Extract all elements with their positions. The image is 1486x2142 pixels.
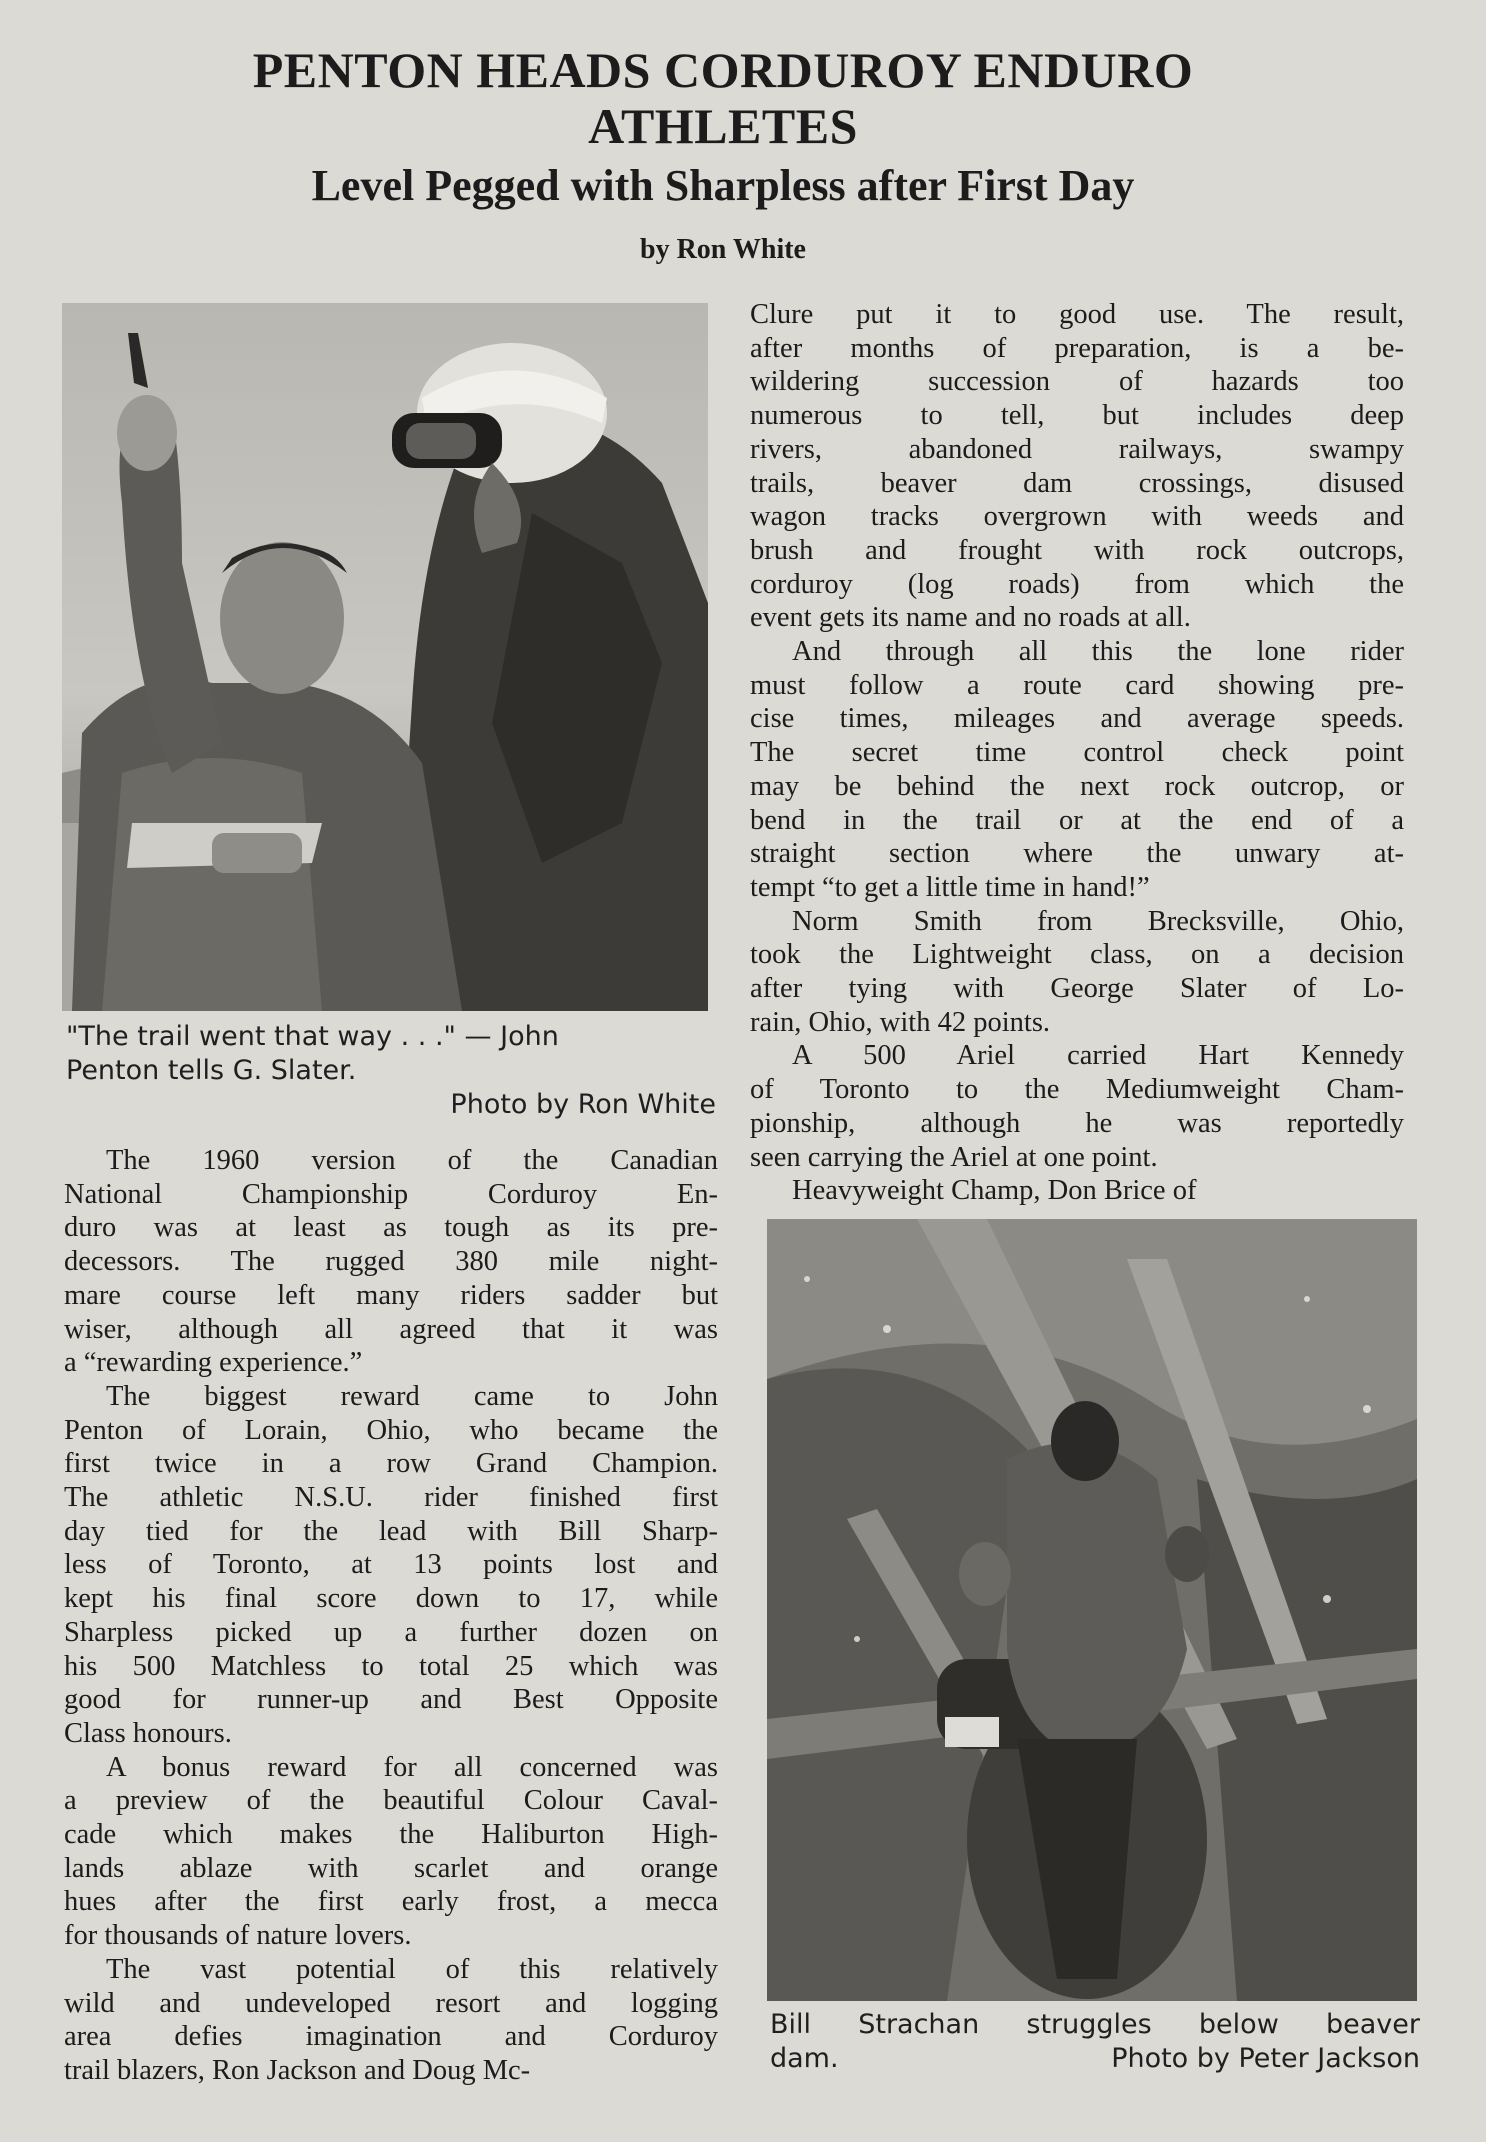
text-line: rain, Ohio, with 42 points. [750, 1006, 1051, 1038]
text-line: A 500 Ariel carried Hart Kennedy [792, 1040, 1404, 1072]
text-line: wagon tracks overgrown with weeds and [750, 501, 1404, 533]
text-line: after tying with George Slater of Lo- [750, 973, 1404, 1005]
text-line: area defies imagination and Corduroy [64, 2021, 718, 2053]
photo2-caption [770, 2008, 1420, 2076]
photo2-caption-word: Bill [770, 2009, 812, 2040]
text-line: corduroy (log roads) from which the [750, 568, 1404, 600]
photo2-caption-word: Strachan [858, 2009, 980, 2040]
headline-line-1: PENTON HEADS CORDUROY ENDURO [252, 42, 1194, 98]
text-line: after months of preparation, is a be- [750, 332, 1404, 364]
text-line: Norm Smith from Brecksville, Ohio, [792, 905, 1404, 937]
text-line: Sharpless picked up a further dozen on [64, 1616, 718, 1648]
headline-line-2: ATHLETES [588, 98, 858, 154]
text-line: National Championship Corduroy En- [64, 1178, 718, 1210]
text-line: A bonus reward for all concerned was [106, 1751, 718, 1783]
text-line: a “rewarding experience.” [64, 1347, 363, 1379]
photo2-caption-word: below [1198, 2009, 1279, 2040]
paragraph [750, 1174, 1404, 1208]
photo1-caption-line2: Penton tells G. Slater. [66, 1055, 357, 1086]
text-line: wildering succession of hazards too [750, 366, 1404, 398]
photo-penton-slater-image [62, 303, 708, 1011]
article-left-column [64, 1144, 718, 2088]
text-line: hues after the first early frost, a mecca [64, 1886, 718, 1918]
text-line: trail blazers, Ron Jackson and Doug Mc- [64, 2054, 531, 2086]
article-byline: by Ron White [640, 234, 806, 265]
paragraph [64, 1144, 718, 1380]
text-line: for thousands of nature lovers. [64, 1920, 412, 1952]
text-line: kept his final score down to 17, while [64, 1583, 718, 1615]
text-line: cade which makes the Haliburton High- [64, 1819, 718, 1851]
text-line: The biggest reward came to John [106, 1380, 718, 1412]
text-line: cise times, mileages and average speeds. [750, 703, 1404, 735]
paragraph [64, 1751, 718, 1953]
text-line: his 500 Matchless to total 25 which was [64, 1650, 718, 1682]
text-line: The vast potential of this relatively [106, 1953, 718, 1985]
text-line: duro was at least as tough as its pre- [64, 1212, 718, 1244]
article-headline [60, 42, 1386, 154]
text-line: event gets its name and no roads at all. [750, 602, 1191, 634]
text-line: a preview of the beautiful Colour Caval- [64, 1785, 718, 1817]
text-line: Penton of Lorain, Ohio, who became the [64, 1414, 718, 1446]
text-line: straight section where the unwary at- [750, 838, 1404, 870]
text-line: The athletic N.S.U. rider finished first [64, 1482, 718, 1514]
photo2-credit: Photo by Peter Jackson [1111, 2043, 1420, 2074]
photo-strachan-image [767, 1219, 1417, 2001]
text-line: must follow a route card showing pre- [750, 669, 1404, 701]
text-line: seen carrying the Ariel at one point. [750, 1141, 1158, 1173]
text-line: wild and undeveloped resort and logging [64, 1987, 718, 2019]
text-line: brush and frought with rock outcrops, [750, 534, 1404, 566]
text-line: day tied for the lead with Bill Sharp- [64, 1515, 718, 1547]
paragraph [64, 1380, 718, 1751]
text-line: less of Toronto, at 13 points lost and [64, 1549, 718, 1581]
text-line: good for runner-up and Best Opposite [64, 1684, 718, 1716]
text-line: Class honours. [64, 1717, 232, 1749]
photo1-caption [66, 1020, 716, 1122]
text-line: wiser, although all agreed that it was [64, 1313, 718, 1345]
text-line: Clure put it to good use. The result, [750, 299, 1404, 330]
paragraph [64, 1953, 718, 2088]
paragraph [750, 905, 1404, 1040]
photo-bill-strachan [767, 1219, 1417, 2001]
text-line: The secret time control check point [750, 737, 1404, 769]
text-line: took the Lightweight class, on a decision [750, 939, 1404, 971]
text-line: may be behind the next rock outcrop, or [750, 770, 1404, 802]
photo2-caption-word: struggles [1026, 2009, 1152, 2040]
text-line: pionship, although he was reportedly [750, 1107, 1404, 1139]
paragraph [750, 298, 1404, 635]
photo1-credit: Photo by Ron White [450, 1089, 716, 1120]
text-line: trails, beaver dam crossings, disused [750, 467, 1404, 499]
text-line: And through all this the lone rider [792, 636, 1404, 668]
article-subheadline: Level Pegged with Sharpless after First Day [311, 161, 1135, 210]
text-line: rivers, abandoned railways, swampy [750, 433, 1404, 465]
photo2-caption-word: dam. [770, 2043, 839, 2074]
photo2-caption-line1 [770, 2008, 1420, 2042]
paragraph [750, 1039, 1404, 1174]
text-line: numerous to tell, but includes deep [750, 400, 1404, 432]
photo2-caption-line2 [770, 2042, 1420, 2076]
text-line: Heavyweight Champ, Don Brice of [792, 1175, 1197, 1207]
text-line: bend in the trail or at the end of a [750, 804, 1404, 836]
photo2-caption-word: beaver [1325, 2009, 1420, 2040]
text-line: first twice in a row Grand Champion. [64, 1448, 718, 1480]
text-line: mare course left many riders sadder but [64, 1279, 718, 1311]
text-line: tempt “to get a little time in hand!” [750, 871, 1150, 903]
text-line: lands ablaze with scarlet and orange [64, 1852, 718, 1884]
photo1-caption-line1: "The trail went that way . . ." — John [66, 1021, 559, 1052]
text-line: of Toronto to the Mediumweight Cham- [750, 1074, 1404, 1106]
article-right-column [750, 298, 1404, 1208]
paragraph [750, 635, 1404, 905]
photo-penton-and-slater [62, 303, 708, 1011]
text-line: The 1960 version of the Canadian [106, 1145, 718, 1176]
text-line: decessors. The rugged 380 mile night- [64, 1246, 718, 1278]
